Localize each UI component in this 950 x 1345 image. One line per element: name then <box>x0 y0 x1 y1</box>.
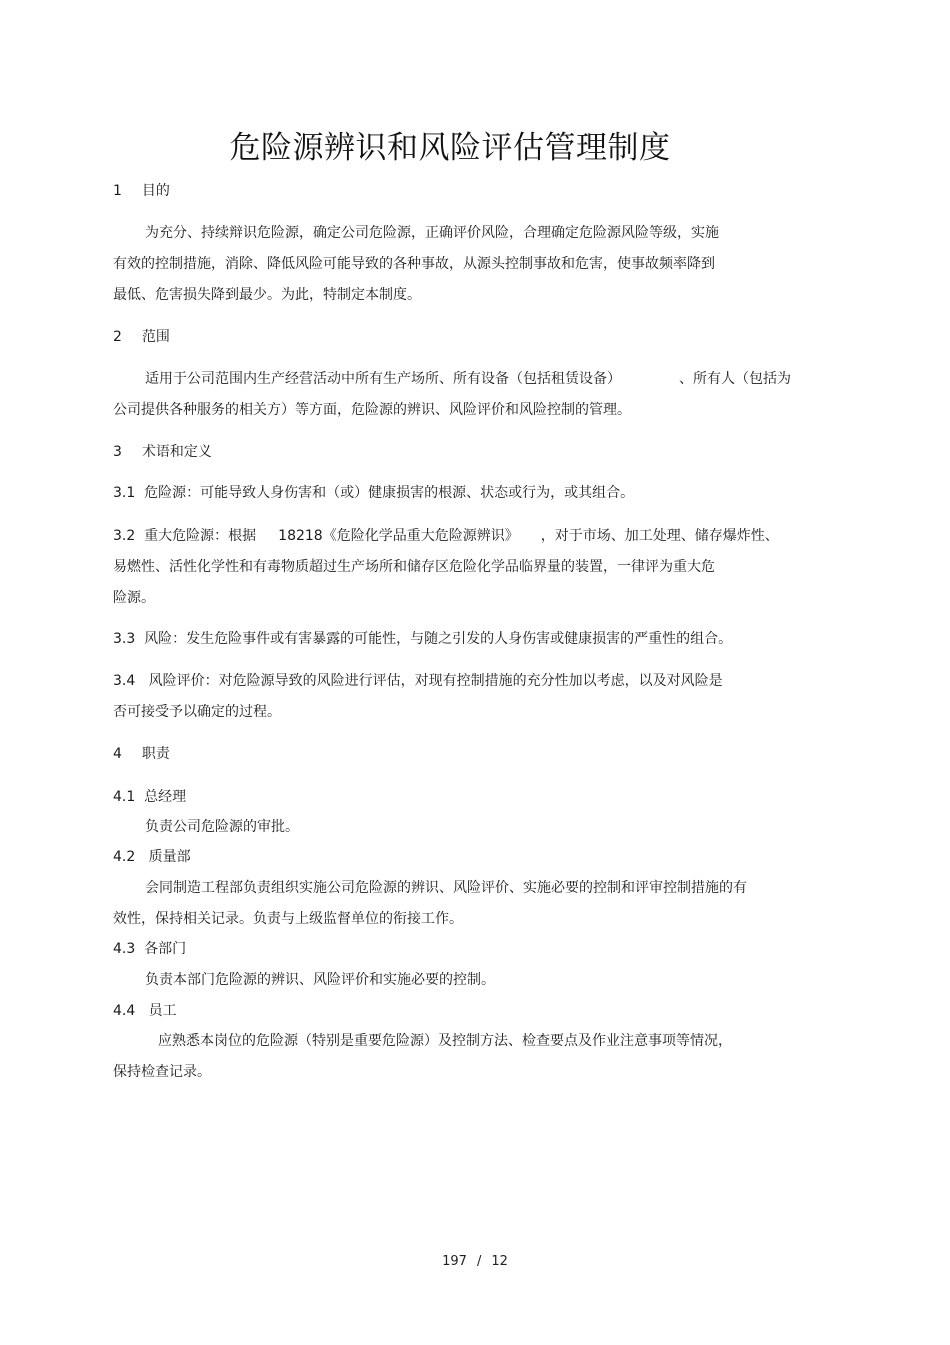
paragraph-line: 应熟悉本岗位的危险源（特别是重要危险源）及控制方法、检查要点及作业注意事项等情况， <box>158 1033 732 1049</box>
definition-3-1: 3.1 危险源：可能导致人身伤害和（或）健康损害的根源、状态或行为，或其组合。 <box>113 485 635 501</box>
section-number: 4 <box>113 746 122 762</box>
paragraph-line: 为充分、持续辩识危险源，确定公司危险源，正确评价风险，合理确定危险源风险等级，实施 <box>145 225 719 241</box>
definition-3-3: 3.3 风险：发生危险事件或有害暴露的可能性，与随之引发的人身伤害或健康损害的严重性的组合。 <box>113 631 733 647</box>
paragraph-line: 保持检查记录。 <box>113 1064 211 1080</box>
section-title: 职责 <box>141 746 170 762</box>
document-title: 危险源辨识和风险评估管理制度 <box>229 130 671 166</box>
paragraph-line: 险源。 <box>113 590 155 606</box>
text-run: 18218《危险化学品重大危险源辨识》 <box>278 528 519 544</box>
page-separator: / <box>476 1254 482 1269</box>
paragraph-line <box>145 369 791 389</box>
paragraph-line: 有效的控制措施，消除、降低风险可能导致的各种事故，从源头控制事故和危害，使事故频率降到 <box>113 256 715 272</box>
paragraph-line: 会同制造工程部负责组织实施公司危险源的辨识、风险评价、实施必要的控制和评审控制措施的有 <box>145 880 747 896</box>
total-pages: 12 <box>491 1254 508 1269</box>
section-2-heading <box>113 327 170 347</box>
subsection-4-2-heading: 4.2 质量部 <box>113 849 191 865</box>
section-4-heading <box>113 744 170 764</box>
section-number: 2 <box>113 329 122 345</box>
text-run: ，对于市场、加工处理、储存爆炸性、 <box>540 528 779 544</box>
paragraph-line: 公司提供各种服务的相关方）等方面，危险源的辨识、风险评价和风险控制的管理。 <box>113 402 631 418</box>
paragraph-line: 否可接受予以确定的过程。 <box>113 704 281 720</box>
paragraph-line: 易燃性、活性化学性和有毒物质超过生产场所和储存区危险化学品临界量的装置，一律评为重大危 <box>113 559 715 575</box>
paragraph-line: 负责本部门危险源的辨识、风险评价和实施必要的控制。 <box>145 972 495 988</box>
definition-3-4: 3.4 风险评价：对危险源导致的风险进行评估，对现有控制措施的充分性加以考虑，以及对风险是 <box>113 673 723 689</box>
section-title: 范围 <box>141 329 170 345</box>
section-1-heading <box>113 181 170 201</box>
section-title: 术语和定义 <box>141 444 212 460</box>
section-title: 目的 <box>141 183 170 199</box>
section-number: 1 <box>113 183 122 199</box>
text-run: 、所有人（包括为 <box>679 371 791 387</box>
section-3-heading <box>113 442 212 462</box>
subsection-4-4-heading: 4.4 员工 <box>113 1003 177 1019</box>
paragraph-line: 最低、危害损失降到最少。为此，特制定本制度。 <box>113 287 421 303</box>
text-run: 3.2 重大危险源：根据 <box>113 528 257 544</box>
current-page: 197 <box>442 1254 467 1269</box>
subsection-4-1-heading: 4.1 总经理 <box>113 789 187 805</box>
paragraph-line: 效性，保持相关记录。负责与上级监督单位的衔接工作。 <box>113 911 463 927</box>
section-number: 3 <box>113 444 122 460</box>
subsection-4-3-heading: 4.3 各部门 <box>113 941 187 957</box>
definition-3-2 <box>113 526 779 546</box>
text-run: 适用于公司范围内生产经营活动中所有生产场所、所有设备（包括租赁设备） <box>145 371 621 387</box>
page-number-footer <box>0 1254 950 1269</box>
paragraph-line: 负责公司危险源的审批。 <box>145 819 299 835</box>
